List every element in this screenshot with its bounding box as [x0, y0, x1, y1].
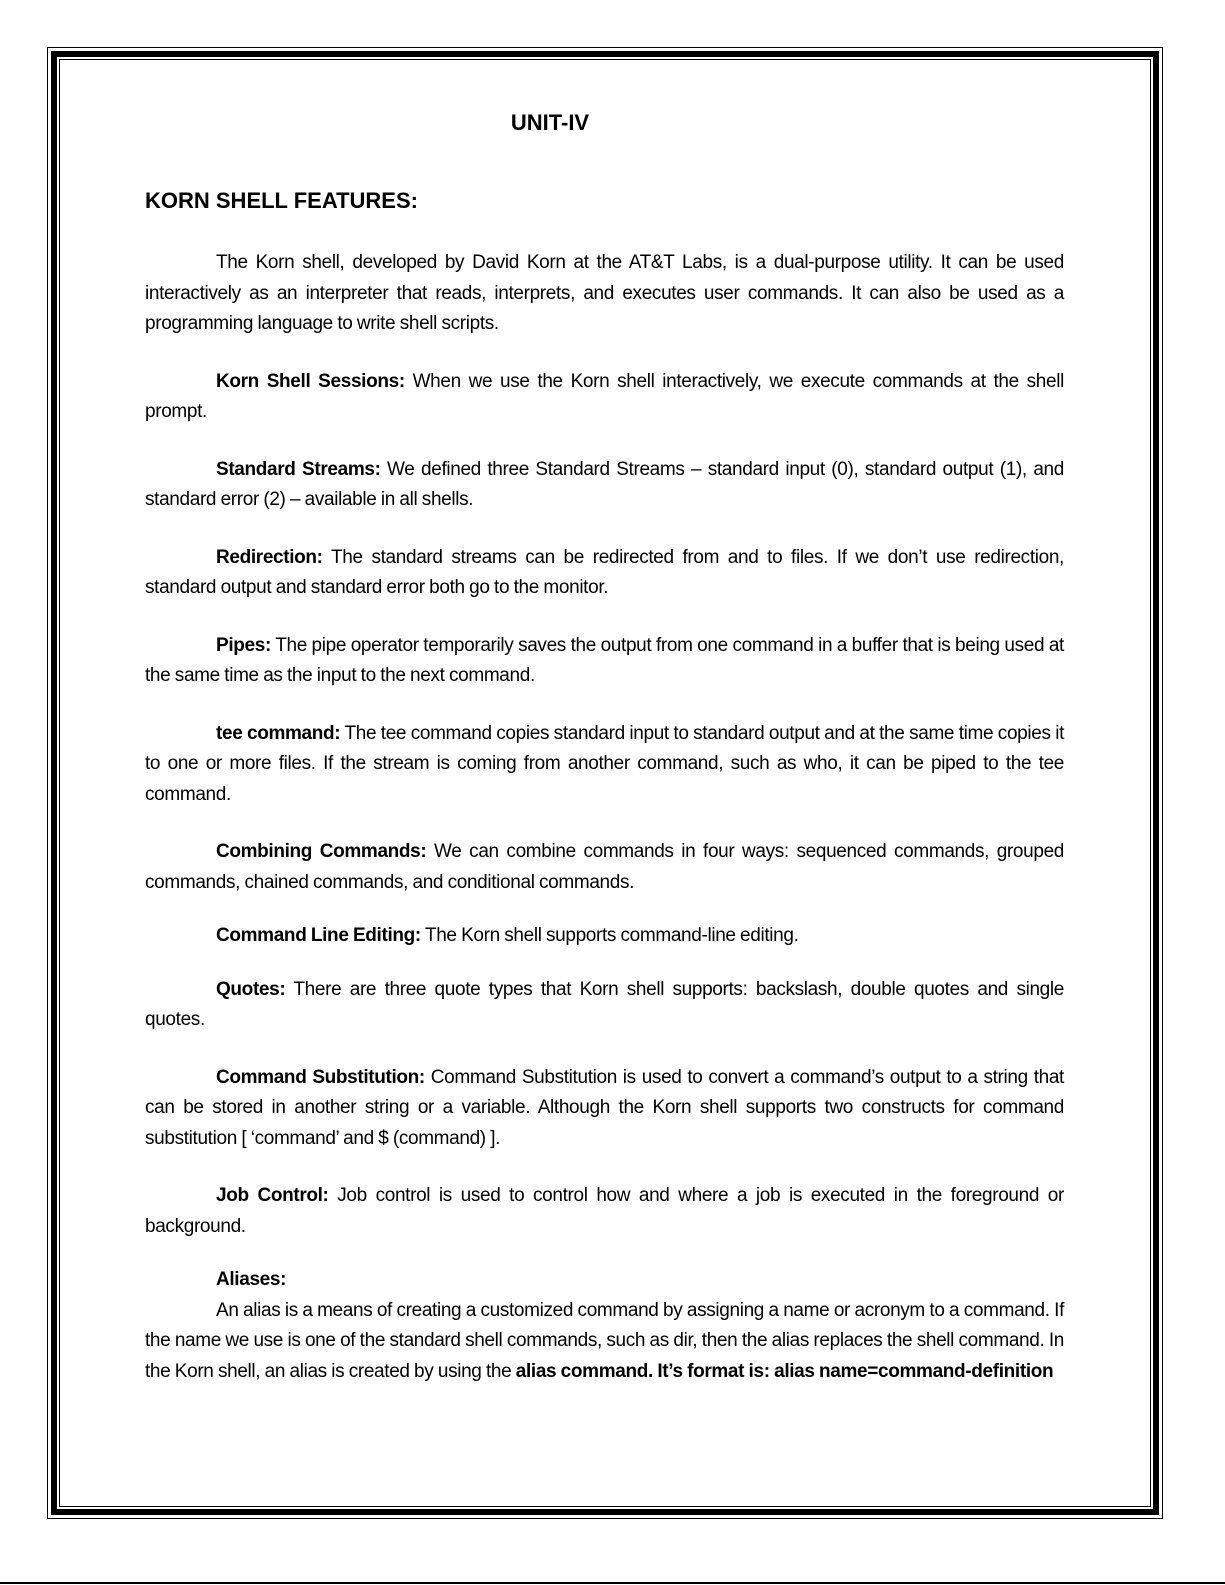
feature-text: We can combine commands in four ways: sequenced commands, grouped commands, chained commands, and conditional commands. [145, 841, 1064, 893]
feature-text: The standard streams can be redirected from and to files. If we don’t use redirection, standard output and standard error both go to the monitor. [145, 546, 1064, 598]
feature-term: Standard Streams: [216, 458, 381, 480]
aliases-format: alias command. It’s format is: alias name=command-definition [515, 1360, 1054, 1382]
aliases-term: Aliases: [216, 1269, 287, 1290]
unit-title: UNIT-IV [510, 110, 590, 135]
feature-term: Job Control: [216, 1185, 329, 1206]
feature-term: Combining Commands: [216, 841, 427, 862]
aliases-text: An alias is a means of creating a customized command by assigning a name or acronym to a command. If the name we use is one of the standard shell commands, such as dir, then the alias replaces the shell command. In the Korn shell, an alias is created by using the [145, 1299, 1064, 1382]
feature-korn-shell-sessions [145, 367, 1064, 428]
intro-paragraph: The Korn shell, developed by David Korn at the AT&T Labs, is a dual-purpose utility. It can be used interactively as an interpreter that reads, interprets, and executes user commands. It can also be used as a programming language to write shell scripts. [145, 252, 1064, 334]
feature-command-substitution [145, 1063, 1064, 1155]
feature-combining-commands [145, 837, 1064, 898]
feature-command-line-editing [145, 921, 1064, 952]
feature-text: When we use the Korn shell interactively, we execute commands at the shell prompt. [145, 370, 1064, 422]
feature-term: tee command: [216, 722, 341, 744]
feature-term: Command Line Editing: [216, 925, 421, 946]
feature-standard-streams [145, 455, 1064, 516]
feature-term: Command Substitution: [216, 1066, 425, 1088]
feature-text: The Korn shell supports command-line editing. [420, 925, 799, 946]
feature-text: We defined three Standard Streams – standard input (0), standard output (1), and standard error (2) – available in all shells. [145, 458, 1064, 510]
feature-term: Redirection: [216, 546, 323, 568]
feature-text: Job control is used to control how and where a job is executed in the foreground or background. [145, 1185, 1064, 1237]
feature-text: The pipe operator temporarily saves the output from one command in a buffer that is being used at the same time as the input to the next command. [145, 634, 1064, 686]
section-heading: KORN SHELL FEATURES: [145, 188, 418, 213]
feature-redirection [145, 543, 1064, 604]
aliases-heading [145, 1265, 1064, 1296]
feature-text: Command Substitution is used to convert a command’s output to a string that can be stored in another string or a variable. Although the Korn shell supports two constructs for command substitution [ ‘command’ and $ (command) ]. [145, 1066, 1064, 1149]
feature-quotes [145, 975, 1064, 1036]
page-bottom-rule [0, 1582, 1225, 1584]
feature-term: Pipes: [216, 634, 271, 656]
feature-term: Quotes: [216, 978, 286, 1000]
feature-job-control [145, 1181, 1064, 1242]
feature-text: The tee command copies standard input to standard output and at the same time copies it to one or more files. If the stream is coming from another command, such as who, it can be piped to the tee command. [145, 722, 1064, 805]
feature-term: Korn Shell Sessions: [216, 370, 405, 392]
aliases-paragraph [145, 1296, 1064, 1388]
feature-text: There are three quote types that Korn shell supports: backslash, double quotes and single quotes. [145, 978, 1064, 1030]
feature-tee-command [145, 719, 1064, 811]
feature-pipes [145, 631, 1064, 692]
document-body [145, 100, 1064, 1387]
